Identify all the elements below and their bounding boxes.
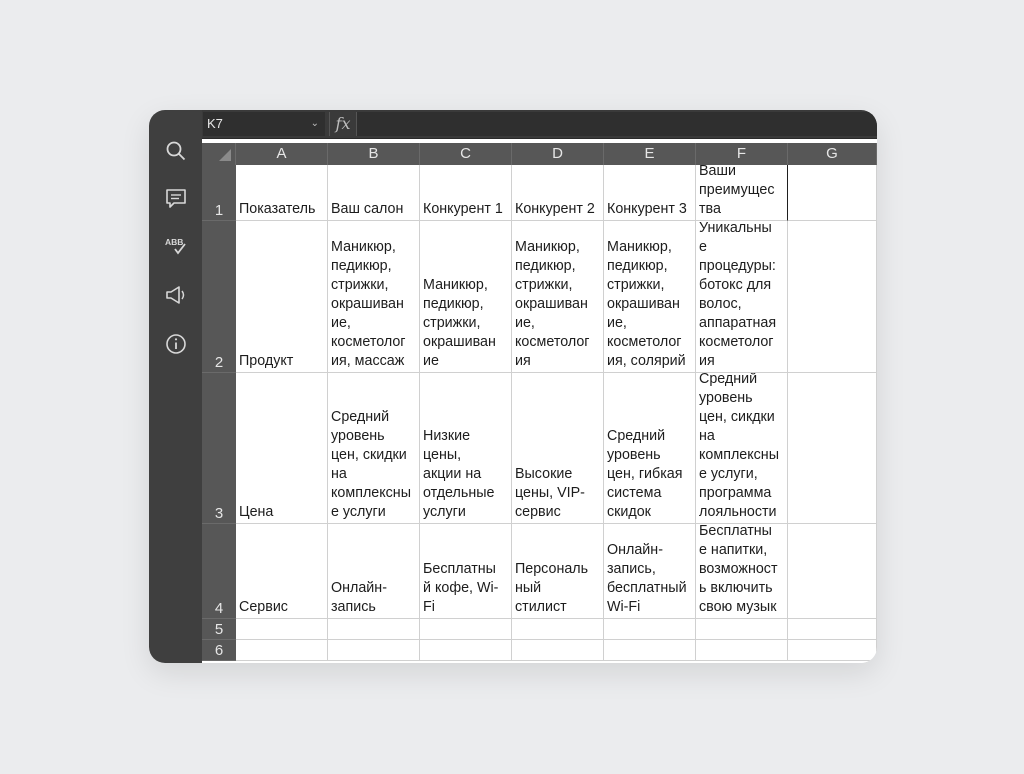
cell-c1[interactable]: Конкурент 1 (420, 165, 512, 221)
column-header-f[interactable]: F (696, 143, 788, 165)
column-header-b[interactable]: B (328, 143, 420, 165)
cell-b3[interactable]: Средний уровень цен, скидки на комплексны е услуги (328, 373, 420, 524)
cell-f3[interactable]: Средний уровень цен, сикдки на комплексны е услуги, программа лояльности (696, 373, 788, 524)
column-header-e[interactable]: E (604, 143, 696, 165)
row-header-5[interactable]: 5 (202, 619, 236, 640)
cell-d2[interactable]: Маникюр, педикюр, стрижки, окрашиван ие, косметолог ия (512, 221, 604, 373)
cell-a6[interactable] (236, 640, 328, 661)
cell-g5[interactable] (788, 619, 877, 640)
cell-a2[interactable]: Продукт (236, 221, 328, 373)
spell-check-icon[interactable] (163, 234, 189, 260)
spreadsheet-grid (202, 143, 877, 663)
name-box-value: K7 (207, 116, 223, 131)
column-header-c[interactable]: C (420, 143, 512, 165)
cell-c6[interactable] (420, 640, 512, 661)
select-all-corner[interactable] (202, 143, 236, 165)
cell-a1[interactable]: Показатель (236, 165, 328, 221)
cell-g6[interactable] (788, 640, 877, 661)
cell-c3[interactable]: Низкие цены, акции на отдельные услуги (420, 373, 512, 524)
svg-text:ABB: ABB (165, 237, 184, 247)
row-header-1[interactable]: 1 (202, 165, 236, 221)
cell-g4[interactable] (788, 524, 877, 619)
cell-g2[interactable] (788, 221, 877, 373)
cell-f6[interactable] (696, 640, 788, 661)
cell-d4[interactable]: Персональ ный стилист (512, 524, 604, 619)
formula-input[interactable] (357, 112, 877, 136)
announcement-icon[interactable] (163, 282, 189, 308)
cell-d5[interactable] (512, 619, 604, 640)
cell-f5[interactable] (696, 619, 788, 640)
cell-c5[interactable] (420, 619, 512, 640)
formula-bar (202, 110, 877, 139)
row-header-3[interactable]: 3 (202, 373, 236, 524)
cell-f1[interactable]: Ваши преимущес тва (696, 165, 788, 221)
cell-e4[interactable]: Онлайн- запись, бесплатный Wi-Fi (604, 524, 696, 619)
cell-a4[interactable]: Сервис (236, 524, 328, 619)
fx-label: fx (335, 114, 351, 133)
cell-b6[interactable] (328, 640, 420, 661)
search-icon[interactable] (163, 138, 189, 164)
cell-b5[interactable] (328, 619, 420, 640)
cell-e6[interactable] (604, 640, 696, 661)
row-header-6[interactable]: 6 (202, 640, 236, 661)
cell-b2[interactable]: Маникюр, педикюр, стрижки, окрашиван ие, косметолог ия, массаж (328, 221, 420, 373)
cell-a5[interactable] (236, 619, 328, 640)
cell-f4[interactable]: Бесплатны е напитки, возможност ь включить свою музык (696, 524, 788, 619)
cell-a3[interactable]: Цена (236, 373, 328, 524)
cell-d6[interactable] (512, 640, 604, 661)
cell-g1[interactable] (788, 165, 877, 221)
function-button[interactable] (329, 112, 357, 136)
cell-e5[interactable] (604, 619, 696, 640)
chevron-down-icon[interactable]: ⌄ (310, 118, 319, 129)
spreadsheet-window (149, 110, 877, 663)
cell-f2[interactable]: Уникальны е процедуры: ботокс для волос, аппаратная косметолог ия (696, 221, 788, 373)
cell-e1[interactable]: Конкурент 3 (604, 165, 696, 221)
cell-d1[interactable]: Конкурент 2 (512, 165, 604, 221)
info-icon[interactable] (163, 331, 189, 357)
cell-b1[interactable]: Ваш салон (328, 165, 420, 221)
cell-c4[interactable]: Бесплатны й кофе, Wi- Fi (420, 524, 512, 619)
sidebar (149, 110, 202, 663)
cell-b4[interactable]: Онлайн- запись (328, 524, 420, 619)
cell-e2[interactable]: Маникюр, педикюр, стрижки, окрашиван ие, косметолог ия, солярий (604, 221, 696, 373)
row-header-4[interactable]: 4 (202, 524, 236, 619)
name-box[interactable] (203, 112, 325, 136)
column-header-d[interactable]: D (512, 143, 604, 165)
comments-icon[interactable] (163, 186, 189, 212)
cell-e3[interactable]: Средний уровень цен, гибкая система скидок (604, 373, 696, 524)
cell-c2[interactable]: Маникюр, педикюр, стрижки, окрашиван ие (420, 221, 512, 373)
column-header-a[interactable]: A (236, 143, 328, 165)
cell-d3[interactable]: Высокие цены, VIP- сервис (512, 373, 604, 524)
row-header-2[interactable]: 2 (202, 221, 236, 373)
cell-g3[interactable] (788, 373, 877, 524)
column-header-g[interactable]: G (788, 143, 877, 165)
